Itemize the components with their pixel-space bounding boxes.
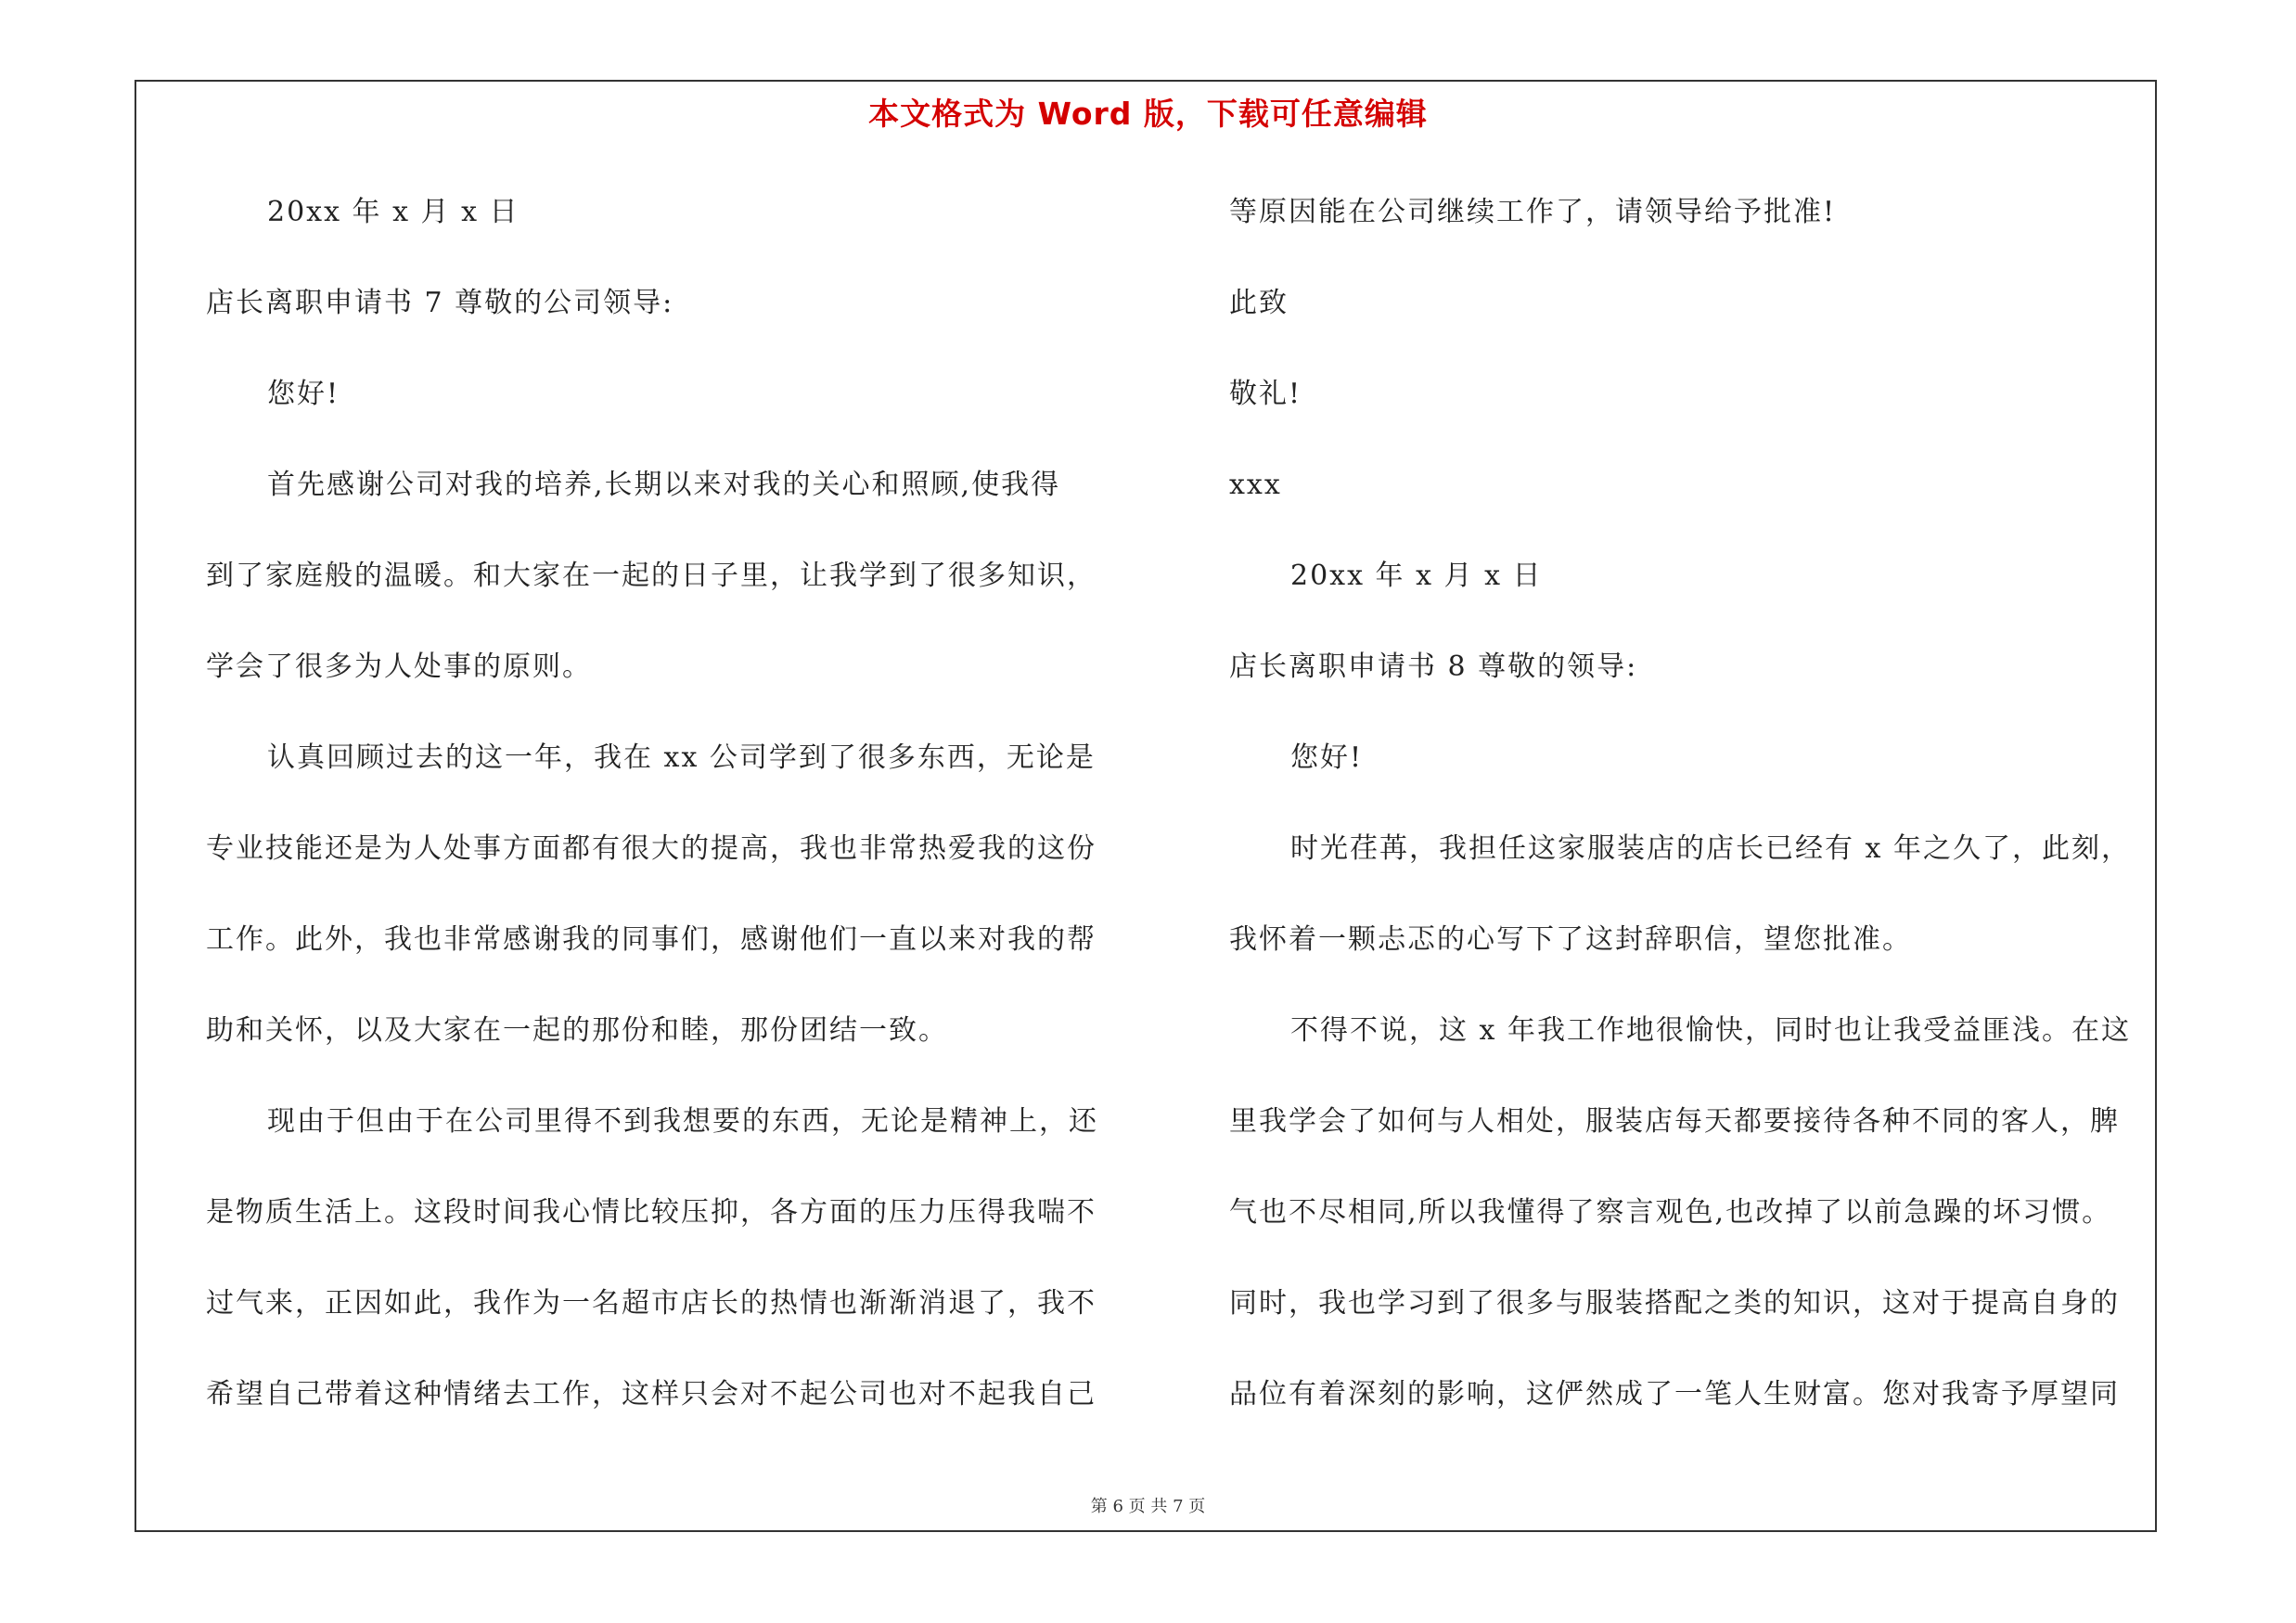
text-line: 店长离职申请书 7 尊敬的公司领导: bbox=[206, 287, 674, 319]
text-line: 您好! bbox=[1290, 741, 1364, 774]
text-line: 20xx 年 x 月 x 日 bbox=[1290, 560, 1543, 592]
text-line: 此致 bbox=[1229, 287, 1289, 319]
text-line: 我怀着一颗忐忑的心写下了这封辞职信，望您批准。 bbox=[1229, 923, 1912, 956]
text-line: 店长离职申请书 8 尊敬的领导: bbox=[1229, 650, 1638, 683]
format-banner: 本文格式为 Word 版，下载可任意编辑 bbox=[868, 96, 1428, 132]
text-line: 不得不说，这 x 年我工作地很愉快，同时也让我受益匪浅。在这 bbox=[1290, 1014, 2131, 1047]
text-line: 学会了很多为人处事的原则。 bbox=[206, 650, 592, 683]
text-line: 品位有着深刻的影响，这俨然成了一笔人生财富。您对我寄予厚望同 bbox=[1229, 1378, 2120, 1410]
text-line: 过气来，正因如此，我作为一名超市店长的热情也渐渐消退了，我不 bbox=[206, 1287, 1097, 1320]
text-line: 助和关怀，以及大家在一起的那份和睦，那份团结一致。 bbox=[206, 1014, 948, 1047]
text-line: 专业技能还是为人处事方面都有很大的提高，我也非常热爱我的这份 bbox=[206, 832, 1097, 865]
text-line: 您好! bbox=[267, 378, 340, 410]
text-line: 工作。此外，我也非常感谢我的同事们，感谢他们一直以来对我的帮 bbox=[206, 923, 1097, 956]
text-line: 现由于但由于在公司里得不到我想要的东西，无论是精神上，还 bbox=[267, 1105, 1098, 1138]
page-number: 第 6 页 共 7 页 bbox=[1090, 1497, 1206, 1516]
text-line: 希望自己带着这种情绪去工作，这样只会对不起公司也对不起我自己 bbox=[206, 1378, 1097, 1410]
text-line: 敬礼! bbox=[1229, 378, 1302, 410]
text-line: 首先感谢公司对我的培养,长期以来对我的关心和照顾,使我得 bbox=[267, 469, 1061, 501]
text-line: 气也不尽相同,所以我懂得了察言观色,也改掉了以前急躁的坏习惯。 bbox=[1229, 1196, 2112, 1229]
text-line: 等原因能在公司继续工作了，请领导给予批准! bbox=[1229, 196, 1837, 228]
text-line: 认真回顾过去的这一年，我在 xx 公司学到了很多东西，无论是 bbox=[267, 741, 1096, 774]
text-line: 时光荏苒，我担任这家服装店的店长已经有 x 年之久了，此刻， bbox=[1290, 832, 2131, 865]
text-line: 是物质生活上。这段时间我心情比较压抑，各方面的压力压得我喘不 bbox=[206, 1196, 1097, 1229]
text-line: 里我学会了如何与人相处，服装店每天都要接待各种不同的客人，脾 bbox=[1229, 1105, 2120, 1138]
text-line: 同时，我也学习到了很多与服装搭配之类的知识，这对于提高自身的 bbox=[1229, 1287, 2120, 1320]
text-line: xxx bbox=[1229, 469, 1282, 501]
text-line: 20xx 年 x 月 x 日 bbox=[267, 196, 519, 228]
text-line: 到了家庭般的温暖。和大家在一起的日子里，让我学到了很多知识， bbox=[206, 560, 1097, 592]
